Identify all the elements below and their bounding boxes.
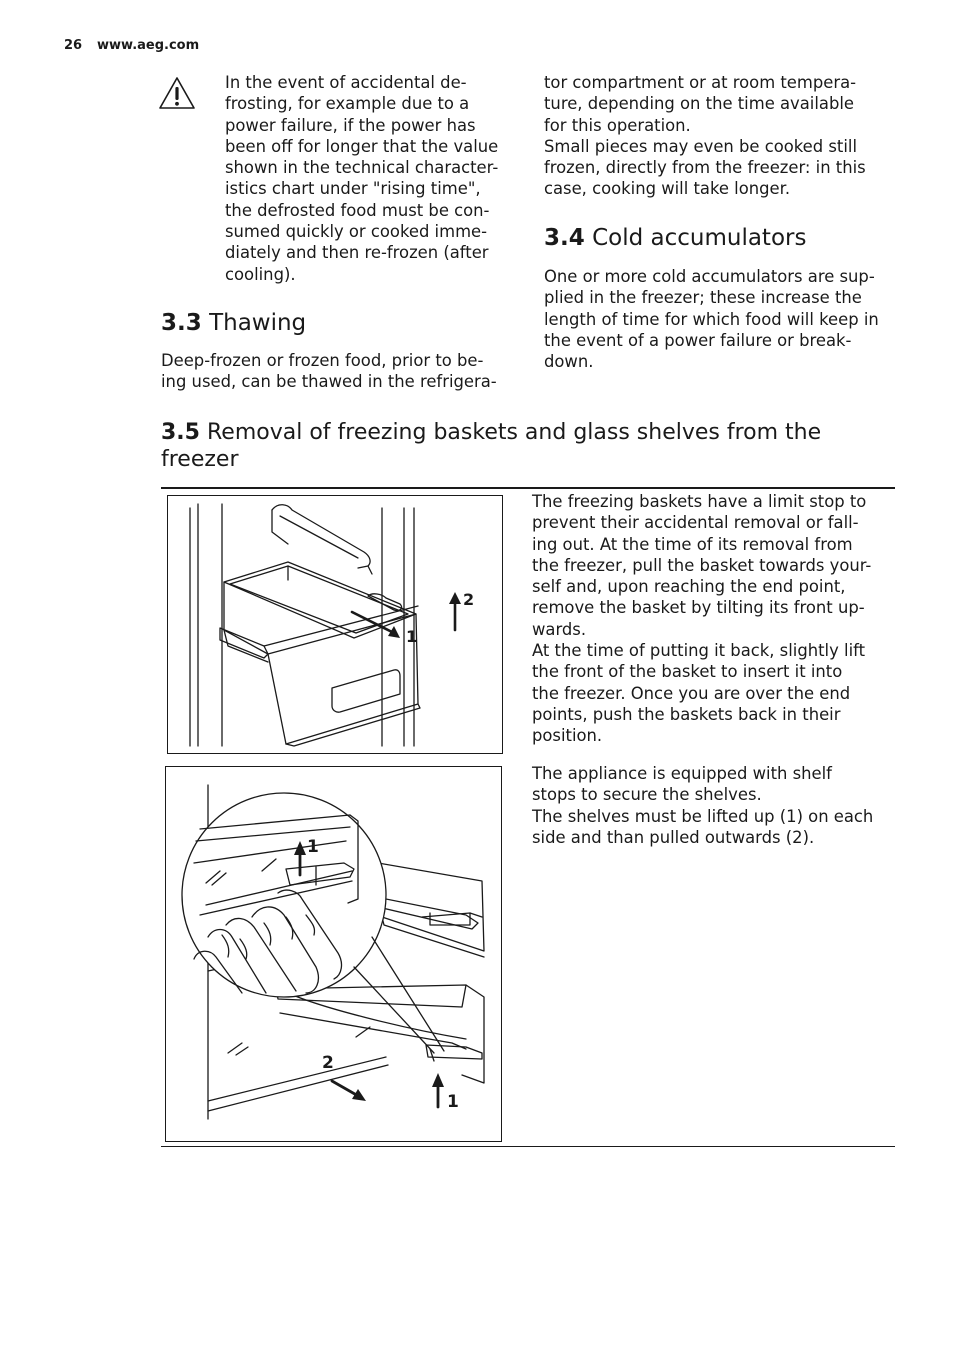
section-title: Cold accumulators — [592, 225, 807, 251]
section-3-3-heading — [161, 310, 306, 337]
basket-removal-text: The freezing baskets have a limit stop to prevent their accidental removal or fall- ing out. At the time of its removal from the freezer, pull the basket towards your- self and, upon reaching the end point, remove the basket by tilting its front up- wards. At the time of putting it back, slightly lift the front of the basket to insert it into the freezer. Once you are over the end points, push the baskets back in their position. — [532, 492, 872, 746]
section-number: 3.3 — [161, 310, 202, 336]
page-number: 26 — [64, 38, 83, 53]
thawing-text-left: Deep-frozen or frozen food, prior to be- ing used, can be thawed in the refrigera- — [161, 351, 497, 392]
section-title: Thawing — [209, 310, 307, 336]
thawing-text-right: tor compartment or at room tempera- ture, depending on the time available for this operation. Small pieces may even be cooked still frozen, directly from the freezer: in this case, cooking will take longer. — [544, 73, 866, 199]
section-number: 3.5 — [161, 420, 200, 445]
section-title-line1: Removal of freezing baskets and glass shelves from the — [206, 420, 822, 445]
section-3-4-heading — [544, 225, 806, 252]
warning-triangle-icon — [158, 76, 196, 110]
section-3-5-heading — [161, 419, 901, 473]
warning-text: In the event of accidental de- frosting, for example due to a power failure, if the power has been off for longer that the value shown in the technical character- istics chart under "rising time", the defrosted food must be con- sumed quickly or cooked imme- diately and then re-frozen (after cooling). — [225, 73, 499, 284]
step-label-pull: 1 — [406, 627, 418, 646]
step-label-lift: 2 — [463, 590, 475, 609]
step-label-lift-top: 1 — [307, 837, 319, 857]
section-number: 3.4 — [544, 225, 585, 251]
step-label-pull: 2 — [322, 1053, 334, 1073]
basket-removal-illustration — [167, 495, 503, 754]
table-bottom-rule — [161, 1146, 895, 1147]
cold-accumulators-text: One or more cold accumulators are sup- plied in the freezer; these increase the length of time for which food will keep in the event of a power failure or break- down. — [544, 267, 879, 372]
website-url: www.aeg.com — [97, 38, 200, 53]
section-title-line2: freezer — [161, 447, 239, 472]
step-label-lift-bottom: 1 — [447, 1092, 459, 1112]
table-top-rule — [161, 487, 895, 489]
shelf-removal-text: The appliance is equipped with shelf stops to secure the shelves. The shelves must be lifted up (1) on each side and than pulled outwards (2). — [532, 764, 874, 847]
shelf-removal-illustration — [165, 766, 502, 1142]
